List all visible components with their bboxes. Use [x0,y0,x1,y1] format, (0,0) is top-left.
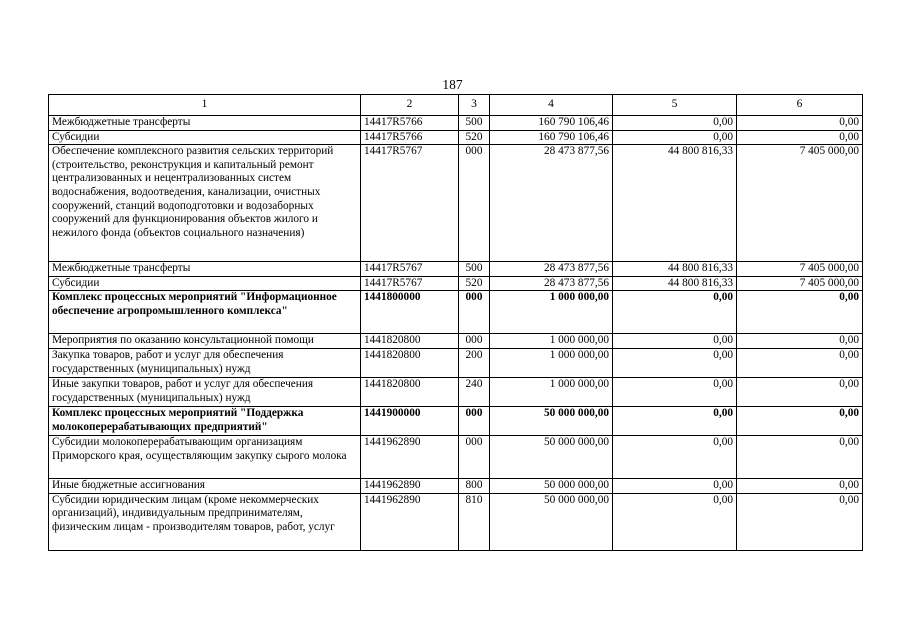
table-row [49,145,863,262]
table-row [49,291,863,334]
row-value-2: 44 800 816,33 [613,145,737,262]
row-type: 520 [459,130,490,145]
row-value-3: 0,00 [737,334,863,349]
row-value-2: 44 800 816,33 [613,262,737,277]
budget-table [48,94,863,551]
row-code: 1441962890 [361,435,459,478]
row-code: 1441820800 [361,377,459,406]
row-value-3: 0,00 [737,478,863,493]
row-value-1: 50 000 000,00 [490,435,613,478]
row-type: 000 [459,334,490,349]
row-value-2: 0,00 [613,130,737,145]
row-value-1: 1 000 000,00 [490,377,613,406]
row-value-3: 0,00 [737,130,863,145]
table-body [49,116,863,551]
row-value-3: 0,00 [737,348,863,377]
row-type: 500 [459,116,490,131]
row-name: Межбюджетные трансферты [49,116,361,131]
row-value-2: 0,00 [613,493,737,550]
header-col-5: 5 [613,95,737,116]
row-code: 14417R5767 [361,145,459,262]
row-value-1: 1 000 000,00 [490,334,613,349]
row-name: Межбюджетные трансферты [49,262,361,277]
row-value-1: 160 790 106,46 [490,116,613,131]
row-type: 000 [459,145,490,262]
row-value-3: 0,00 [737,435,863,478]
row-value-2: 0,00 [613,348,737,377]
table-row [49,130,863,145]
row-value-2: 0,00 [613,406,737,435]
row-type: 000 [459,435,490,478]
row-name: Субсидии [49,276,361,291]
row-name: Мероприятия по оказанию консультационной помощи [49,334,361,349]
row-code: 14417R5766 [361,130,459,145]
header-col-6: 6 [737,95,863,116]
row-value-3: 0,00 [737,493,863,550]
row-type: 000 [459,291,490,334]
row-name: Комплекс процессных мероприятий "Информационное обеспечение агропромышленного комплекса" [49,291,361,334]
row-code: 14417R5767 [361,276,459,291]
row-code: 1441820800 [361,334,459,349]
row-name: Иные бюджетные ассигнования [49,478,361,493]
row-value-1: 28 473 877,56 [490,262,613,277]
row-name: Закупка товаров, работ и услуг для обеспечения государственных (муниципальных) нужд [49,348,361,377]
table-row [49,493,863,550]
row-type: 500 [459,262,490,277]
row-type: 000 [459,406,490,435]
row-name: Субсидии юридическим лицам (кроме некоммерческих организаций), индивидуальным предпринимателям, физическим лицам - производителям товаров, работ, услуг [49,493,361,550]
row-value-1: 1 000 000,00 [490,348,613,377]
row-value-2: 0,00 [613,377,737,406]
row-type: 240 [459,377,490,406]
row-name: Иные закупки товаров, работ и услуг для обеспечения государственных (муниципальных) нужд [49,377,361,406]
row-type: 520 [459,276,490,291]
row-value-2: 0,00 [613,291,737,334]
row-code: 1441962890 [361,493,459,550]
row-value-2: 0,00 [613,435,737,478]
table-row [49,406,863,435]
table-row [49,478,863,493]
header-col-4: 4 [490,95,613,116]
row-code: 1441900000 [361,406,459,435]
row-value-1: 28 473 877,56 [490,276,613,291]
table-row [49,276,863,291]
row-value-2: 0,00 [613,116,737,131]
row-value-3: 0,00 [737,116,863,131]
table-row [49,116,863,131]
row-code: 1441800000 [361,291,459,334]
table-row [49,435,863,478]
row-value-3: 0,00 [737,291,863,334]
row-type: 800 [459,478,490,493]
row-name: Субсидии молокоперерабатывающим организациям Приморского края, осуществляющим закупку сырого молока [49,435,361,478]
row-name: Обеспечение комплексного развития сельских территорий (строительство, реконструкция и капитальный ремонт централизованных и нецентрализованных систем водоснабжения, водоотведения, канализации, очистных сооружений, станций водоподготовки и водозаборных сооружений для функционирования объектов жилого и нежилого фонда (объектов социального назначения) [49,145,361,262]
row-value-1: 1 000 000,00 [490,291,613,334]
row-value-3: 7 405 000,00 [737,262,863,277]
row-type: 200 [459,348,490,377]
row-value-2: 0,00 [613,334,737,349]
table-row [49,262,863,277]
row-value-2: 44 800 816,33 [613,276,737,291]
row-code: 1441962890 [361,478,459,493]
header-col-1: 1 [49,95,361,116]
table-row [49,377,863,406]
row-value-1: 50 000 000,00 [490,493,613,550]
row-value-3: 7 405 000,00 [737,276,863,291]
row-value-3: 7 405 000,00 [737,145,863,262]
row-code: 14417R5766 [361,116,459,131]
row-name: Комплекс процессных мероприятий "Поддержка молокоперерабатывающих предприятий" [49,406,361,435]
row-value-1: 50 000 000,00 [490,478,613,493]
table-row [49,334,863,349]
row-value-3: 0,00 [737,377,863,406]
row-name: Субсидии [49,130,361,145]
row-value-1: 50 000 000,00 [490,406,613,435]
row-code: 14417R5767 [361,262,459,277]
row-value-1: 28 473 877,56 [490,145,613,262]
page-number: 187 [442,77,463,92]
row-value-3: 0,00 [737,406,863,435]
row-value-1: 160 790 106,46 [490,130,613,145]
header-col-2: 2 [361,95,459,116]
row-type: 810 [459,493,490,550]
header-col-3: 3 [459,95,490,116]
header-row [49,95,863,116]
row-value-2: 0,00 [613,478,737,493]
table-row [49,348,863,377]
row-code: 1441820800 [361,348,459,377]
